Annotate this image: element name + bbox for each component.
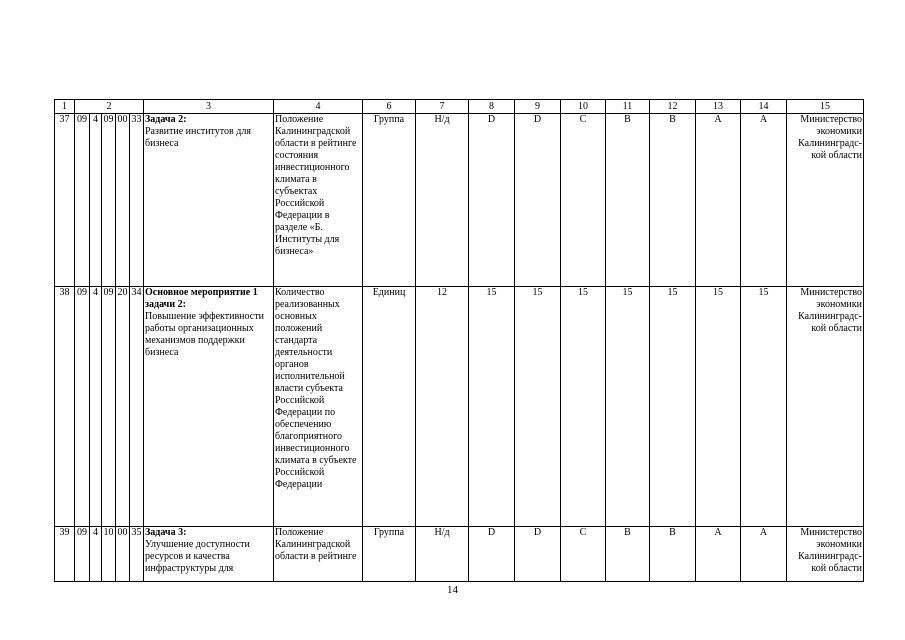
responsible-cell: Министерство экономики Калининградс-кой области: [787, 527, 864, 582]
indicator-cell: Количество реализованных основных положений стандарта деятельности органов исполнительной власти субъекта Российской Федерации по обеспечению благоприятного инвестиционного климата в субъекте Российской Федерации: [274, 287, 363, 527]
task-title: Основное мероприятие 1 задачи 2:: [145, 287, 258, 310]
table-header-row: [55, 100, 864, 114]
task-cell: [144, 287, 274, 527]
task-title: Задача 3:: [145, 527, 187, 538]
header-cell: 3: [144, 100, 274, 114]
task-title: Задача 2:: [145, 114, 187, 125]
value-cell: 15: [561, 287, 606, 527]
task-description: Улучшение доступности ресурсов и качества инфраструктуры для: [145, 539, 250, 574]
value-cell: Н/д: [416, 114, 469, 287]
code-cell: 10: [102, 527, 116, 582]
value-cell: 15: [606, 287, 650, 527]
value-cell: B: [606, 527, 650, 582]
value-cell: D: [515, 114, 561, 287]
value-cell: B: [650, 114, 696, 287]
header-cell: 14: [741, 100, 787, 114]
value-cell: A: [696, 114, 741, 287]
header-cell: 4: [274, 100, 363, 114]
header-cell: 6: [363, 100, 416, 114]
code-cell: 09: [75, 527, 90, 582]
value-cell: C: [561, 114, 606, 287]
code-cell: 09: [102, 287, 116, 527]
code-cell: 4: [90, 114, 102, 287]
value-cell: A: [741, 114, 787, 287]
indicators-table: [54, 99, 864, 582]
unit-cell: Группа: [363, 114, 416, 287]
header-cell: 12: [650, 100, 696, 114]
page-number: 14: [447, 584, 458, 596]
header-cell: 1: [55, 100, 75, 114]
row-number: 39: [55, 527, 75, 582]
responsible-cell: Министерство экономики Калининградс-кой области: [787, 114, 864, 287]
value-cell: B: [606, 114, 650, 287]
table-row: [55, 114, 864, 287]
value-cell: 12: [416, 287, 469, 527]
value-cell: 15: [515, 287, 561, 527]
value-cell: D: [469, 527, 515, 582]
code-cell: 4: [90, 527, 102, 582]
value-cell: 15: [469, 287, 515, 527]
task-cell: [144, 527, 274, 582]
header-cell: 7: [416, 100, 469, 114]
value-cell: B: [650, 527, 696, 582]
code-cell: 34: [130, 287, 144, 527]
header-cell: 9: [515, 100, 561, 114]
code-cell: 20: [116, 287, 130, 527]
table-row: [55, 527, 864, 582]
header-cell: 2: [75, 100, 144, 114]
code-cell: 00: [116, 527, 130, 582]
task-cell: [144, 114, 274, 287]
header-cell: 13: [696, 100, 741, 114]
value-cell: A: [741, 527, 787, 582]
value-cell: C: [561, 527, 606, 582]
header-cell: 8: [469, 100, 515, 114]
unit-cell: Единиц: [363, 287, 416, 527]
row-number: 38: [55, 287, 75, 527]
task-description: Повышение эффективности работы организационных механизмов поддержки бизнеса: [145, 311, 264, 358]
code-cell: 00: [116, 114, 130, 287]
value-cell: D: [469, 114, 515, 287]
value-cell: A: [696, 527, 741, 582]
value-cell: Н/д: [416, 527, 469, 582]
responsible-cell: Министерство экономики Калининградс-кой области: [787, 287, 864, 527]
unit-cell: Группа: [363, 527, 416, 582]
row-number: 37: [55, 114, 75, 287]
indicator-cell: Положение Калининградской области в рейтинге состояния инвестиционного климата в субъектах Российской Федерации в разделе «Б. Институты для бизнеса»: [274, 114, 363, 287]
value-cell: D: [515, 527, 561, 582]
code-cell: 09: [75, 287, 90, 527]
value-cell: 15: [741, 287, 787, 527]
code-cell: 4: [90, 287, 102, 527]
value-cell: 15: [696, 287, 741, 527]
indicator-cell: Положение Калининградской области в рейтинге: [274, 527, 363, 582]
header-cell: 10: [561, 100, 606, 114]
header-cell: 11: [606, 100, 650, 114]
task-description: Развитие институтов для бизнеса: [145, 126, 251, 149]
code-cell: 09: [102, 114, 116, 287]
header-cell: 15: [787, 100, 864, 114]
value-cell: 15: [650, 287, 696, 527]
code-cell: 09: [75, 114, 90, 287]
table-row: [55, 287, 864, 527]
code-cell: 35: [130, 527, 144, 582]
code-cell: 33: [130, 114, 144, 287]
